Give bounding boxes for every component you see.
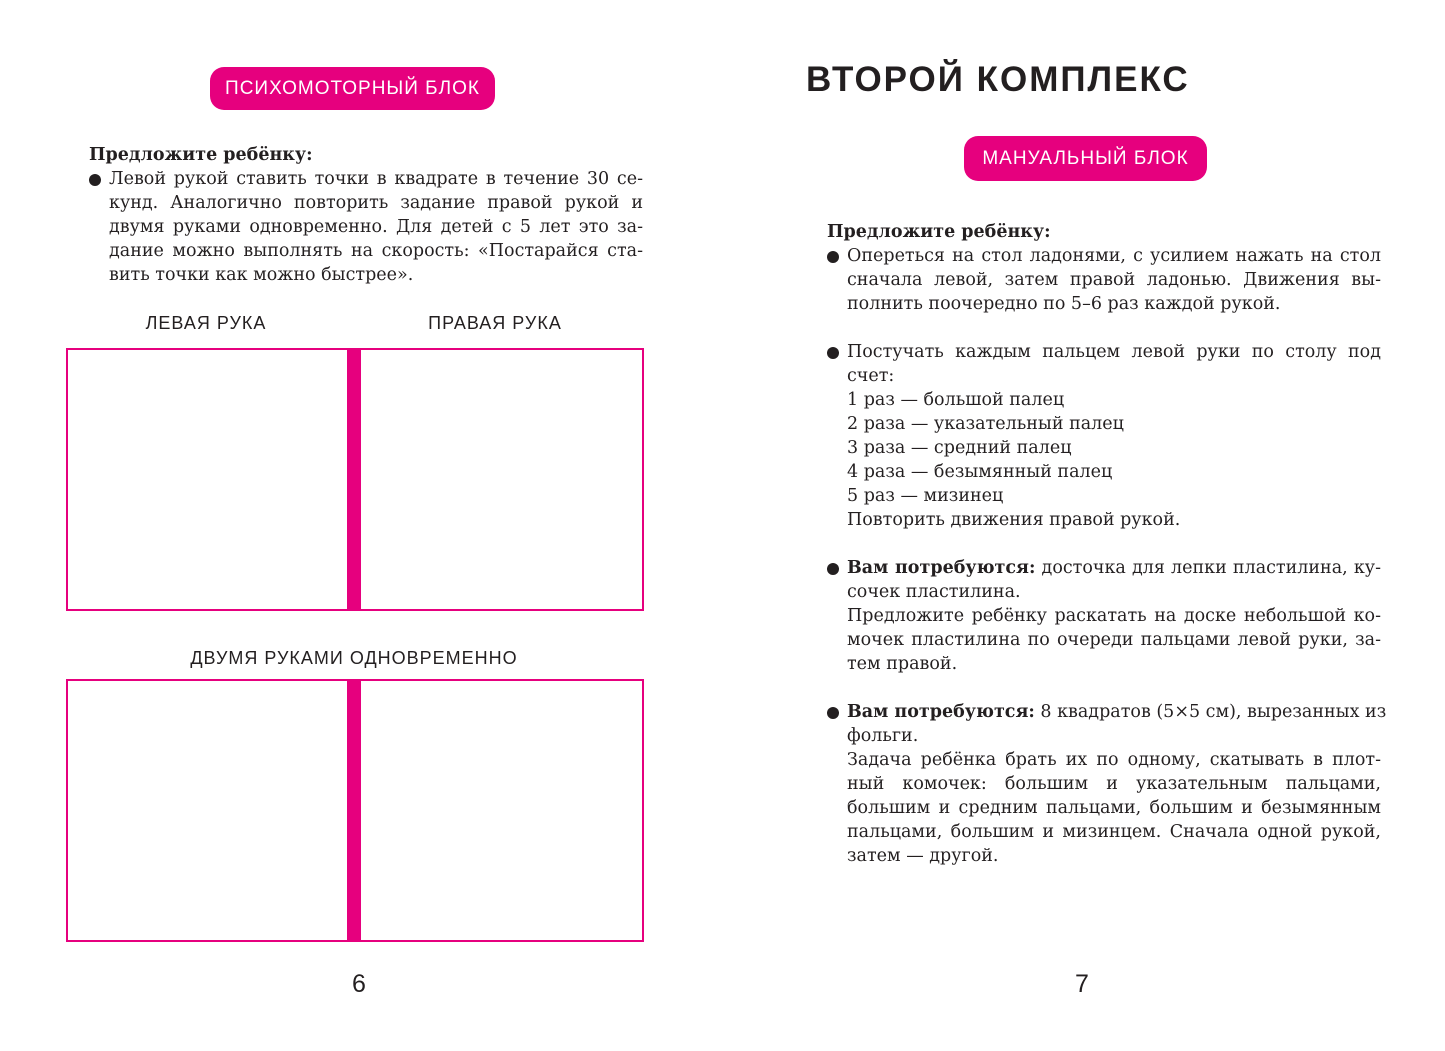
bullet-icon bbox=[827, 347, 839, 359]
right-hand-label: ПРАВАЯ РУКА bbox=[428, 313, 562, 333]
page-title: ВТОРОЙ КОМПЛЕКС bbox=[806, 60, 1190, 99]
item3-line: тем правой. bbox=[847, 654, 958, 674]
both-hands-label: ДВУМЯ РУКАМИ ОДНОВРЕМЕННО bbox=[190, 648, 518, 668]
item2-line: 1 раз — большой палец bbox=[847, 390, 1065, 410]
item4-line: ный комочек: большим и указательным пальцами, bbox=[847, 774, 1381, 794]
item4-line: большим и средним пальцами, большим и безымянным bbox=[847, 798, 1381, 818]
item4-rest: 8 квадратов (5×5 см), вырезанных из bbox=[1034, 702, 1387, 722]
right-intro: Предложите ребёнку: bbox=[827, 222, 1051, 242]
left-instruction-line: Левой рукой ставить точки в квадрате в течение 30 се- bbox=[109, 167, 643, 191]
item3-line: Предложите ребёнку раскатать на доске небольшой ко- bbox=[847, 606, 1381, 626]
left-instruction-line: кунд. Аналогично повторить задание правой рукой и bbox=[109, 193, 643, 213]
item2-line: счет: bbox=[847, 366, 895, 386]
manual-block-label: МАНУАЛЬНЫЙ БЛОК bbox=[964, 136, 1207, 181]
left-instructions bbox=[89, 143, 643, 287]
dot-square-both-hands[interactable] bbox=[66, 679, 644, 942]
item2-line: 2 раза — указательный палец bbox=[847, 414, 1124, 434]
psychomotor-block-label: ПСИХОМОТОРНЫЙ БЛОК bbox=[210, 67, 495, 110]
item3-first-line bbox=[847, 556, 1381, 580]
left-hand-label: ЛЕВАЯ РУКА bbox=[145, 313, 267, 333]
item2-line: 5 раз — мизинец bbox=[847, 486, 1004, 506]
bullet-icon bbox=[827, 251, 839, 263]
spacer bbox=[847, 676, 1381, 700]
square-divider bbox=[347, 350, 361, 609]
left-instruction-line: дание можно выполнять на скорость: «Постарайся ста- bbox=[109, 241, 643, 261]
left-instruction-line: вить точки как можно быстрее». bbox=[109, 265, 414, 285]
item2-line: Повторить движения правой рукой. bbox=[847, 510, 1181, 530]
item3-line: мочек пластилина по очереди пальцами левой руки, за- bbox=[847, 630, 1381, 650]
item4-line: фольги. bbox=[847, 726, 919, 746]
item1-line: сначала левой, затем правой ладонью. Движения вы- bbox=[847, 270, 1381, 290]
item4-first-line bbox=[847, 700, 1387, 724]
item1-line: полнить поочередно по 5–6 раз каждой рукой. bbox=[847, 294, 1281, 314]
bullet-icon bbox=[89, 174, 101, 186]
square-divider bbox=[347, 681, 361, 940]
bullet-icon bbox=[827, 563, 839, 575]
item4-line: затем — другой. bbox=[847, 846, 999, 866]
item3-line: сочек пластилина. bbox=[847, 582, 1021, 602]
left-intro: Предложите ребёнку: bbox=[89, 145, 313, 165]
spacer bbox=[847, 532, 1381, 556]
dot-square-single-hands[interactable] bbox=[66, 348, 644, 611]
item4-bold: Вам потребуются: bbox=[847, 702, 1035, 722]
item2-line: Постучать каждым пальцем левой руки по столу под bbox=[847, 340, 1381, 364]
item2-line: 4 раза — безымянный палец bbox=[847, 462, 1113, 482]
item1-line: Опереться на стол ладонями, с усилием нажать на стол bbox=[847, 244, 1381, 268]
item4-line: пальцами, большим и мизинцем. Сначала одной рукой, bbox=[847, 822, 1381, 842]
item3-rest: досточка для лепки пластилина, ку- bbox=[1035, 558, 1381, 578]
item2-line: 3 раза — средний палец bbox=[847, 438, 1072, 458]
left-instruction-line: двумя руками одновременно. Для детей с 5 лет это за- bbox=[109, 217, 643, 237]
item3-bold: Вам потребуются: bbox=[847, 558, 1036, 578]
page-number-left: 6 bbox=[352, 970, 366, 998]
item4-line: Задача ребёнка брать их по одному, скатывать в плот- bbox=[847, 750, 1381, 770]
spacer bbox=[847, 316, 1381, 340]
bullet-icon bbox=[827, 707, 839, 719]
page-number-right: 7 bbox=[1075, 970, 1089, 998]
right-instructions bbox=[827, 220, 1387, 868]
